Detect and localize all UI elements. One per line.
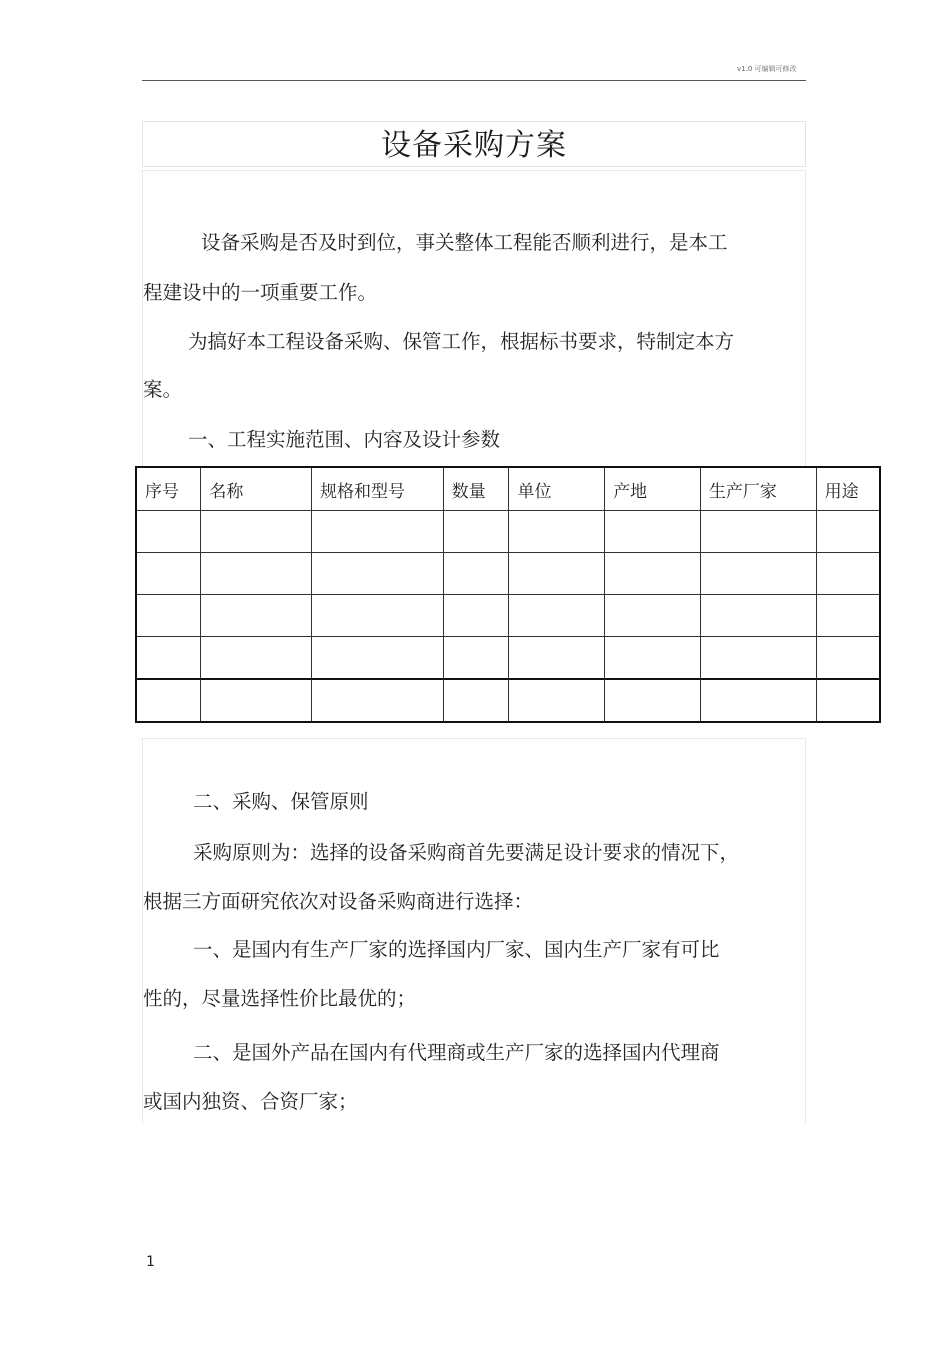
- table-cell[interactable]: [136, 553, 201, 595]
- table-cell[interactable]: [312, 553, 444, 595]
- table-cell[interactable]: [816, 595, 880, 637]
- paragraph-2-line-1: 为搞好本工程设备采购、保管工作，根据标书要求，特制定本方: [188, 330, 735, 353]
- table-cell[interactable]: [136, 511, 201, 553]
- table-cell[interactable]: [312, 679, 444, 722]
- paragraph-1-line-1: 设备采购是否及时到位，事关整体工程能否顺利进行，是本工: [201, 231, 728, 254]
- table-cell[interactable]: [201, 637, 312, 680]
- table-header-row: [136, 467, 880, 511]
- table-cell[interactable]: [700, 679, 816, 722]
- paragraph-3-line-2: 根据三方面研究依次对设备采购商进行选择：: [143, 890, 534, 913]
- table-cell[interactable]: [509, 595, 605, 637]
- table-cell[interactable]: [509, 511, 605, 553]
- table-header-cell: 序号: [136, 467, 201, 511]
- table-cell[interactable]: [201, 679, 312, 722]
- table-cell[interactable]: [700, 595, 816, 637]
- table-cell[interactable]: [136, 595, 201, 637]
- table-cell[interactable]: [509, 637, 605, 680]
- table-cell[interactable]: [509, 553, 605, 595]
- table-row: [136, 595, 880, 637]
- table-cell[interactable]: [816, 637, 880, 680]
- table-cell[interactable]: [312, 595, 444, 637]
- paragraph-4-line-2: 性的，尽量选择性价比最优的；: [143, 987, 417, 1010]
- table-row: [136, 511, 880, 553]
- table-cell[interactable]: [700, 637, 816, 680]
- header-divider: [142, 80, 806, 81]
- text-frame-top: [142, 170, 806, 468]
- table-row: [136, 553, 880, 595]
- table-cell[interactable]: [312, 511, 444, 553]
- table-cell[interactable]: [136, 679, 201, 722]
- paragraph-3-line-1: 采购原则为：选择的设备采购商首先要满足设计要求的情况下，: [193, 841, 740, 864]
- title-box: [142, 121, 806, 167]
- table-row: [136, 637, 880, 680]
- table-header-cell: 名称: [201, 467, 312, 511]
- table-cell[interactable]: [816, 679, 880, 722]
- page-number: 1: [146, 1254, 155, 1270]
- section-heading-1: 一、工程实施范围、内容及设计参数: [188, 428, 501, 451]
- table-cell[interactable]: [201, 595, 312, 637]
- table-cell[interactable]: [816, 553, 880, 595]
- table-cell[interactable]: [201, 553, 312, 595]
- table-cell[interactable]: [816, 511, 880, 553]
- table-cell[interactable]: [605, 679, 701, 722]
- table-row: [136, 679, 880, 722]
- table-cell[interactable]: [443, 637, 509, 680]
- table-cell[interactable]: [136, 637, 201, 680]
- document-title: 设备采购方案: [381, 128, 567, 163]
- equipment-table: [135, 466, 881, 723]
- paragraph-4-line-1: 一、是国内有生产厂家的选择国内厂家、国内生产厂家有可比: [193, 938, 720, 961]
- table-cell[interactable]: [312, 637, 444, 680]
- table-cell[interactable]: [605, 637, 701, 680]
- table-cell[interactable]: [443, 679, 509, 722]
- table-header-cell: 产地: [605, 467, 701, 511]
- header-version-note: v1.0 可编辑可修改: [737, 65, 797, 73]
- table-cell[interactable]: [201, 511, 312, 553]
- section-heading-2: 二、采购、保管原则: [193, 790, 369, 813]
- table-cell[interactable]: [443, 595, 509, 637]
- paragraph-5-line-2: 或国内独资、合资厂家；: [143, 1090, 358, 1113]
- table-cell[interactable]: [605, 511, 701, 553]
- table-header-cell: 用途: [816, 467, 880, 511]
- table-header-cell: 规格和型号: [312, 467, 444, 511]
- table-cell[interactable]: [443, 511, 509, 553]
- paragraph-2-line-2: 案。: [143, 378, 183, 401]
- table-cell[interactable]: [443, 553, 509, 595]
- table-header-cell: 单位: [509, 467, 605, 511]
- table-cell[interactable]: [605, 553, 701, 595]
- table-header-cell: 数量: [443, 467, 509, 511]
- table-cell[interactable]: [605, 595, 701, 637]
- table-header-cell: 生产厂家: [700, 467, 816, 511]
- table-cell[interactable]: [700, 553, 816, 595]
- paragraph-1-line-2: 程建设中的一项重要工作。: [143, 281, 378, 304]
- table-cell[interactable]: [700, 511, 816, 553]
- paragraph-5-line-1: 二、是国外产品在国内有代理商或生产厂家的选择国内代理商: [193, 1041, 720, 1064]
- table-cell[interactable]: [509, 679, 605, 722]
